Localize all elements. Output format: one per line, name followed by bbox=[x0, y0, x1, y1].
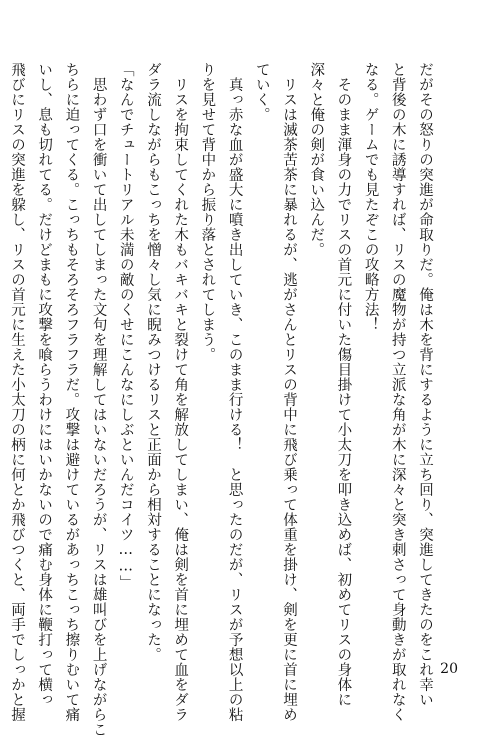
text-line: だがその怒りの突進が命取りだ。俺は木を背にするように立ち回り、突進してきたのをこれ幸い bbox=[417, 62, 433, 707]
text-line: そのまま渾身の力でリスの首元に付いた傷目掛けて小太刀を叩き込めば、初めてリスの身体に bbox=[335, 62, 352, 707]
text-line: リスは滅茶苦茶に暴れるが、逃がさんとリスの背中に飛び乗って体重を掛け、剣を更に首に埋め bbox=[280, 62, 297, 722]
text-line: ちらに迫ってくる。こっちもそろそろフラフラだ。攻撃は避けているがあっちこっち擦りむいて痛 bbox=[63, 62, 80, 722]
text-line: りを見せて背中から振り落とされてしまう。 bbox=[199, 62, 216, 362]
text-line: 飛びにリスの突進を躱し、リスの首元に生えた小太刀の柄に何とか飛びつくと、両手でしっかと握 bbox=[8, 62, 25, 722]
dialogue-line: 「なんでチュートリアル未満の敵のくせにこんなにしぶといんだコイツ……」 bbox=[117, 62, 134, 590]
text-line bbox=[0, 62, 3, 607]
text-line: 深々と俺の剣が食い込んだ。 bbox=[308, 62, 325, 257]
text-line: ていく。 bbox=[253, 62, 270, 122]
text-line: いし、息も切れてる。だけどまもに攻撃を喰らうわけにはいかないので痛む身体に鞭打って横っ bbox=[36, 62, 53, 707]
text-line: リスを拘束してくれた木もバキバキと裂けて角を解放してしまい、俺は剣を首に埋めて血をダラ bbox=[172, 62, 189, 722]
text-line: と背後の木に誘導すれば、リスの魔物が持つ立派な角が木に深々と突き刺さって身動きが取れなく bbox=[389, 62, 406, 722]
text-line: なる。ゲームでも見たぞこの攻略方法！ bbox=[362, 62, 379, 332]
vertical-text-body bbox=[0, 62, 438, 737]
text-line: 思わず口を衝いて出してしまった文句を理解してはいないだろうが、リスは雄叫びを上げながらこ bbox=[90, 62, 107, 737]
text-line: ダラ流しながらもこっちを憎々し気に睨みつけるリスと正面から相対することになった。 bbox=[144, 62, 161, 662]
text-line: 真っ赤な血が盛大に噴き出していき、このまま行ける！ と思ったのだが、リスが予想以上の粘 bbox=[226, 62, 243, 722]
page-number: 20 bbox=[440, 661, 458, 677]
